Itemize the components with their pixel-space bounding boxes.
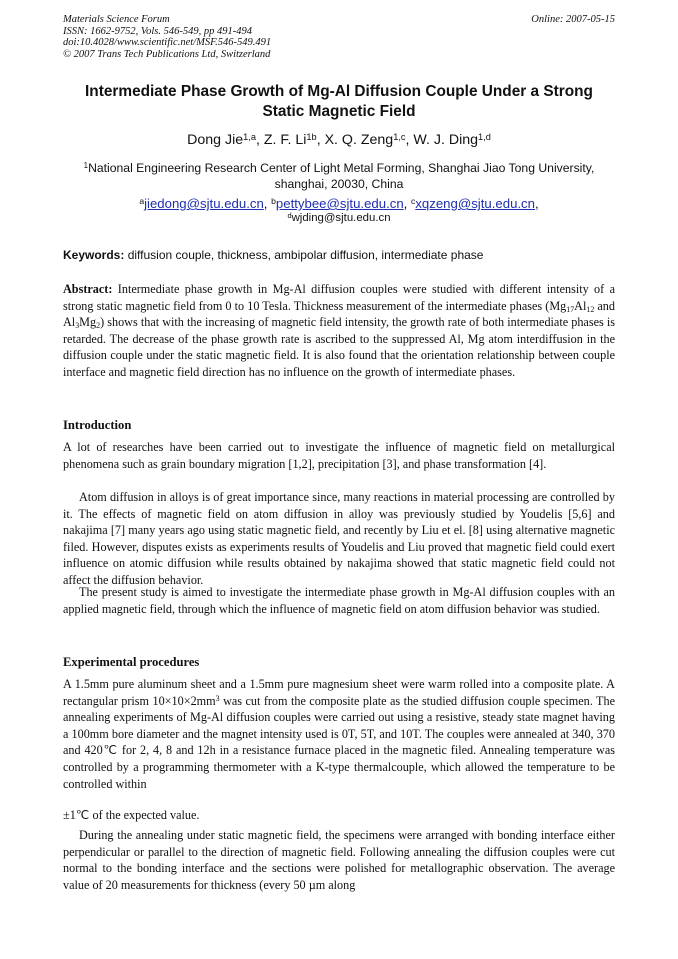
keywords-label: Keywords: bbox=[63, 248, 125, 262]
doi-line: doi:10.4028/www.scientific.net/MSF.546-549.491 bbox=[63, 37, 272, 49]
affiliation-sup: 1 bbox=[83, 161, 89, 171]
email-sup: b bbox=[271, 196, 276, 207]
affiliation-text: National Engineering Research Center of Light Metal Forming, Shanghai Jiao Tong University, shanghai, 20030, China bbox=[88, 161, 595, 191]
experimental-text: A 1.5mm pure aluminum sheet and a 1.5mm pure magnesium sheet were warm rolled into a composite plate. A rectangular prism 10×10×2mm bbox=[63, 677, 615, 708]
email-link-a[interactable]: jiedong@sjtu.edu.cn bbox=[144, 196, 264, 211]
email-link-b[interactable]: pettybee@sjtu.edu.cn bbox=[275, 196, 404, 211]
paper-title: Intermediate Phase Growth of Mg-Al Diffusion Couple Under a Strong Static Magnetic Field bbox=[85, 83, 593, 120]
subscript: 12 bbox=[586, 304, 595, 314]
subscript: 17 bbox=[566, 304, 575, 314]
intro-paragraph-1: A lot of researches have been carried out to investigate the influence of magnetic field on metallurgical phenomena such as grain boundary migration [1,2], precipitation [3], and phase transformation [4]. bbox=[63, 440, 615, 471]
author-sup: 1b bbox=[306, 131, 317, 142]
intro-paragraph-3: The present study is aimed to investigate the intermediate phase growth in Mg-Al diffusion couples with an applied magnetic field, through which the influence of magnetic field on atom diffusion behavior was studied. bbox=[63, 585, 615, 616]
experimental-paragraph-1 bbox=[63, 676, 615, 792]
email-list: $^a$jiedong@sjtu.edu.cn, $^b$pettybee@sjtu.edu.cn, $^c$xqzeng@sjtu.edu.cn, bbox=[139, 196, 539, 211]
journal-header bbox=[63, 14, 615, 60]
superscript: 3 bbox=[215, 694, 220, 704]
abstract-text: Al bbox=[574, 298, 587, 313]
author-name: W. J. Ding bbox=[413, 132, 479, 148]
section-heading-experimental: Experimental procedures bbox=[63, 655, 200, 669]
affiliation bbox=[63, 160, 615, 192]
abstract-label: Abstract: bbox=[63, 282, 113, 296]
email-link-c[interactable]: xqzeng@sjtu.edu.cn bbox=[415, 196, 535, 211]
email-text-d: wjding@sjtu.edu.cn bbox=[291, 212, 391, 224]
email-sup: d bbox=[287, 210, 292, 220]
abstract-text: ) shows that with the increasing of magnetic field intensity, the growth rate of both intermediate phases is retarded. The decrease of the phase growth rate is ascribed to the suppressed Al, Mg atom interdiffusion in the diffusion couple under the static magnetic field. It is also found that the orientation relationship between couple interface and magnetic field direction has no influence on the growth of intermediate phases. bbox=[63, 315, 615, 379]
abstract-text: Intermediate phase growth in Mg-Al diffusion couples were studied with different intensity of a strong static magnetic field from 0 to 10 Tesla. Thickness measurement of the intermediate phases (Mg bbox=[63, 282, 615, 313]
email-sup: a bbox=[139, 196, 145, 207]
abstract-text: Mg bbox=[79, 315, 97, 330]
author-sup: 1,d bbox=[478, 131, 491, 142]
author-name: Z. F. Li bbox=[263, 132, 307, 148]
author-name: Dong Jie bbox=[187, 132, 244, 148]
online-date: Online: 2007-05-15 bbox=[531, 14, 615, 25]
experimental-text: was cut from the composite plate as the studied diffusion couple specimen. The annealing experiments of Mg-Al diffusion couples were carried out using a resistive, steady state magnet having a 100mm bore diameter and the magnet intensity used is 0T, 5T, and 10T. The couples were annealed at 340, 370 and 420℃ for 2, 4, 8 and 12h in a resistance furnace placed in the magnetic filed. Annealing temperature was controlled by a programming thermometer with a K-type thermalcouple, which allowed the temperature to be controlled within bbox=[63, 693, 615, 791]
copyright-line: © 2007 Trans Tech Publications Ltd, Switzerland bbox=[63, 48, 271, 60]
abstract bbox=[63, 281, 615, 381]
section-heading-introduction: Introduction bbox=[63, 418, 132, 432]
keywords-text: diffusion couple, thickness, ambipolar diffusion, intermediate phase bbox=[127, 248, 484, 262]
experimental-paragraph-1-end: ±1℃ of the expected value. bbox=[63, 808, 200, 822]
journal-name: Materials Science Forum bbox=[63, 14, 170, 25]
email-sup: c bbox=[411, 196, 416, 207]
subscript: 2 bbox=[96, 321, 101, 331]
abstract-text: and Al bbox=[63, 298, 615, 330]
intro-paragraph-2: Atom diffusion in alloys is of great importance since, many reactions in material processing are controlled by it. The effects of magnetic field on atom diffusion in alloy was previously studied by Youdelis [5,6] and nakajima [7] many years ago using static magnetic field, and recently by Liu et el. [8] using alternative magnetic filed. However, disputes exists as experiments results of Youdelis and Liu proved that magnetic field could exert influence on atomic diffusion while results obtained by nakajima showed that static magnetic field could not affect the diffusion behavior. bbox=[63, 490, 615, 587]
author-name: X. Q. Zeng bbox=[324, 132, 394, 148]
subscript: 3 bbox=[75, 321, 80, 331]
email-line-2 bbox=[63, 211, 615, 225]
experimental-paragraph-2: During the annealing under static magnetic field, the specimens were arranged with bonding interface either perpendicular or parallel to the direction of magnetic field. Following annealing the diffusion couples were cut normal to the bonding interface and the sections were polished for metallographic observation. The average value of 20 measurements for thickness (every 50 µm along bbox=[63, 828, 615, 892]
keywords bbox=[63, 247, 615, 263]
author-sup: 1,c bbox=[393, 131, 406, 142]
author-sup: 1,a bbox=[243, 131, 256, 142]
issn-line: ISSN: 1662-9752, Vols. 546-549, pp 491-494 bbox=[63, 25, 252, 37]
author-list: Dong Jie$^{1,a}$, Z. F. $Li^{1b}$, X. Q. Zeng$^{1,c}$, W. J. Ding$^{1,d}$ bbox=[187, 131, 491, 148]
